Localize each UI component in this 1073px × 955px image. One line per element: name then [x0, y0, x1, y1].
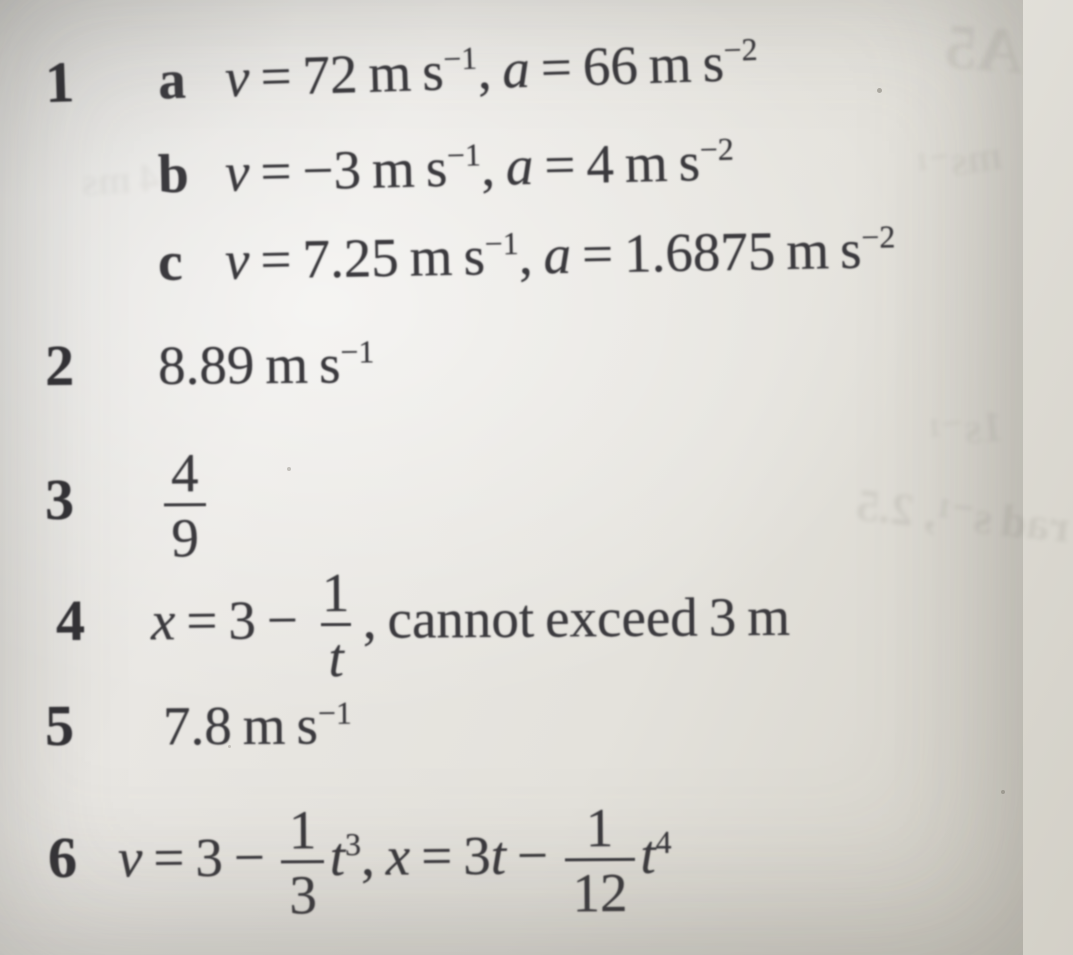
- fraction-denominator: t: [321, 623, 352, 686]
- superscript: −1: [484, 225, 519, 262]
- question-number: 2: [44, 332, 75, 398]
- fraction: [163, 442, 207, 569]
- superscript: 4: [655, 825, 672, 861]
- answer-row-1b: [44, 118, 734, 207]
- fraction-numerator: 1: [585, 797, 614, 859]
- math-text: , cannot exceed 3 m: [362, 586, 791, 651]
- math-text: v: [117, 827, 143, 889]
- answer-row-4: [56, 562, 791, 688]
- bleed-fragment-right-mid: 1s⁻¹: [925, 400, 1007, 459]
- part-label: a: [157, 48, 187, 111]
- superscript: −2: [722, 31, 758, 68]
- math-text: t: [329, 826, 346, 888]
- math-text: = 7.25 m s: [248, 225, 486, 291]
- math-text: = 66 m s: [528, 31, 725, 99]
- math-text: x: [150, 590, 176, 652]
- fraction: [281, 799, 325, 926]
- answer-math-4: [150, 561, 791, 689]
- math-text: a: [501, 37, 531, 100]
- math-text: x: [385, 825, 411, 887]
- answer-math-1b: [224, 130, 734, 203]
- fraction-numerator: 4: [170, 442, 199, 504]
- fraction: [314, 561, 358, 689]
- superscript: −2: [861, 219, 896, 255]
- question-number: 6: [47, 825, 78, 891]
- math-text: ,: [360, 825, 386, 888]
- math-text: a: [543, 223, 572, 286]
- superscript: −1: [442, 40, 478, 77]
- math-text: ,: [518, 224, 545, 286]
- fraction-numerator: 1: [321, 561, 350, 624]
- answer-row-1c: [44, 206, 896, 295]
- bleed-fragment-left: 4 ms: [80, 154, 161, 205]
- math-text: a: [505, 134, 535, 197]
- math-text: = −3 m s: [248, 136, 448, 203]
- math-text: = 4 m s: [532, 130, 701, 196]
- question-number-spacer: [45, 280, 158, 282]
- part-label: b: [157, 142, 190, 205]
- bleed-fragment-right-lower: rad s⁻¹, 2.5: [853, 478, 1073, 553]
- math-text: 8.89 m s: [157, 333, 341, 396]
- answer-row-1a: [44, 19, 759, 115]
- answer-row-5: [45, 682, 352, 757]
- math-text: v: [224, 229, 251, 291]
- fraction-denominator: 3: [281, 860, 324, 923]
- answer-math-1c: [225, 218, 896, 291]
- answer-math-6: [117, 797, 672, 926]
- math-text: = 3 −: [142, 826, 277, 889]
- superscript: −1: [317, 695, 352, 731]
- fraction-denominator: 12: [565, 858, 636, 921]
- answer-math-3: [158, 442, 212, 569]
- answer-row-2: [45, 321, 375, 398]
- question-number: 4: [55, 588, 86, 654]
- answer-math-2: [158, 333, 375, 396]
- math-text: = 3: [409, 825, 491, 887]
- question-number-spacer: [46, 192, 159, 195]
- math-text: = 3 −: [175, 589, 310, 652]
- fraction-denominator: 9: [163, 503, 206, 566]
- math-text: ,: [480, 135, 507, 197]
- part-label: c: [157, 230, 184, 292]
- superscript: −2: [699, 131, 735, 168]
- answer-row-3: [44, 442, 213, 569]
- superscript: −1: [446, 137, 482, 173]
- math-text: −: [505, 824, 560, 887]
- superscript: 3: [344, 827, 362, 863]
- fraction: [564, 797, 635, 924]
- math-text: ,: [476, 38, 504, 101]
- math-text: v: [224, 141, 251, 203]
- question-number: 3: [44, 467, 75, 533]
- math-text: = 1.6875 m s: [570, 218, 863, 285]
- math-text: t: [640, 823, 656, 886]
- bleed-fragment-top-right: A5: [942, 10, 1026, 87]
- answer-math-1a: [224, 30, 759, 108]
- answer-math-5: [163, 694, 352, 756]
- fraction-numerator: 1: [288, 799, 317, 861]
- math-text: 7.8 m s: [162, 694, 319, 757]
- math-text: = 72 m s: [248, 40, 445, 108]
- answer-row-6: [47, 797, 673, 926]
- question-number: 1: [44, 48, 76, 115]
- superscript: −1: [340, 334, 375, 370]
- math-text: t: [490, 825, 507, 887]
- math-text: v: [224, 46, 251, 109]
- bleed-fragment-right-upper: ms⁻¹: [913, 132, 1006, 192]
- question-number: 5: [44, 692, 75, 758]
